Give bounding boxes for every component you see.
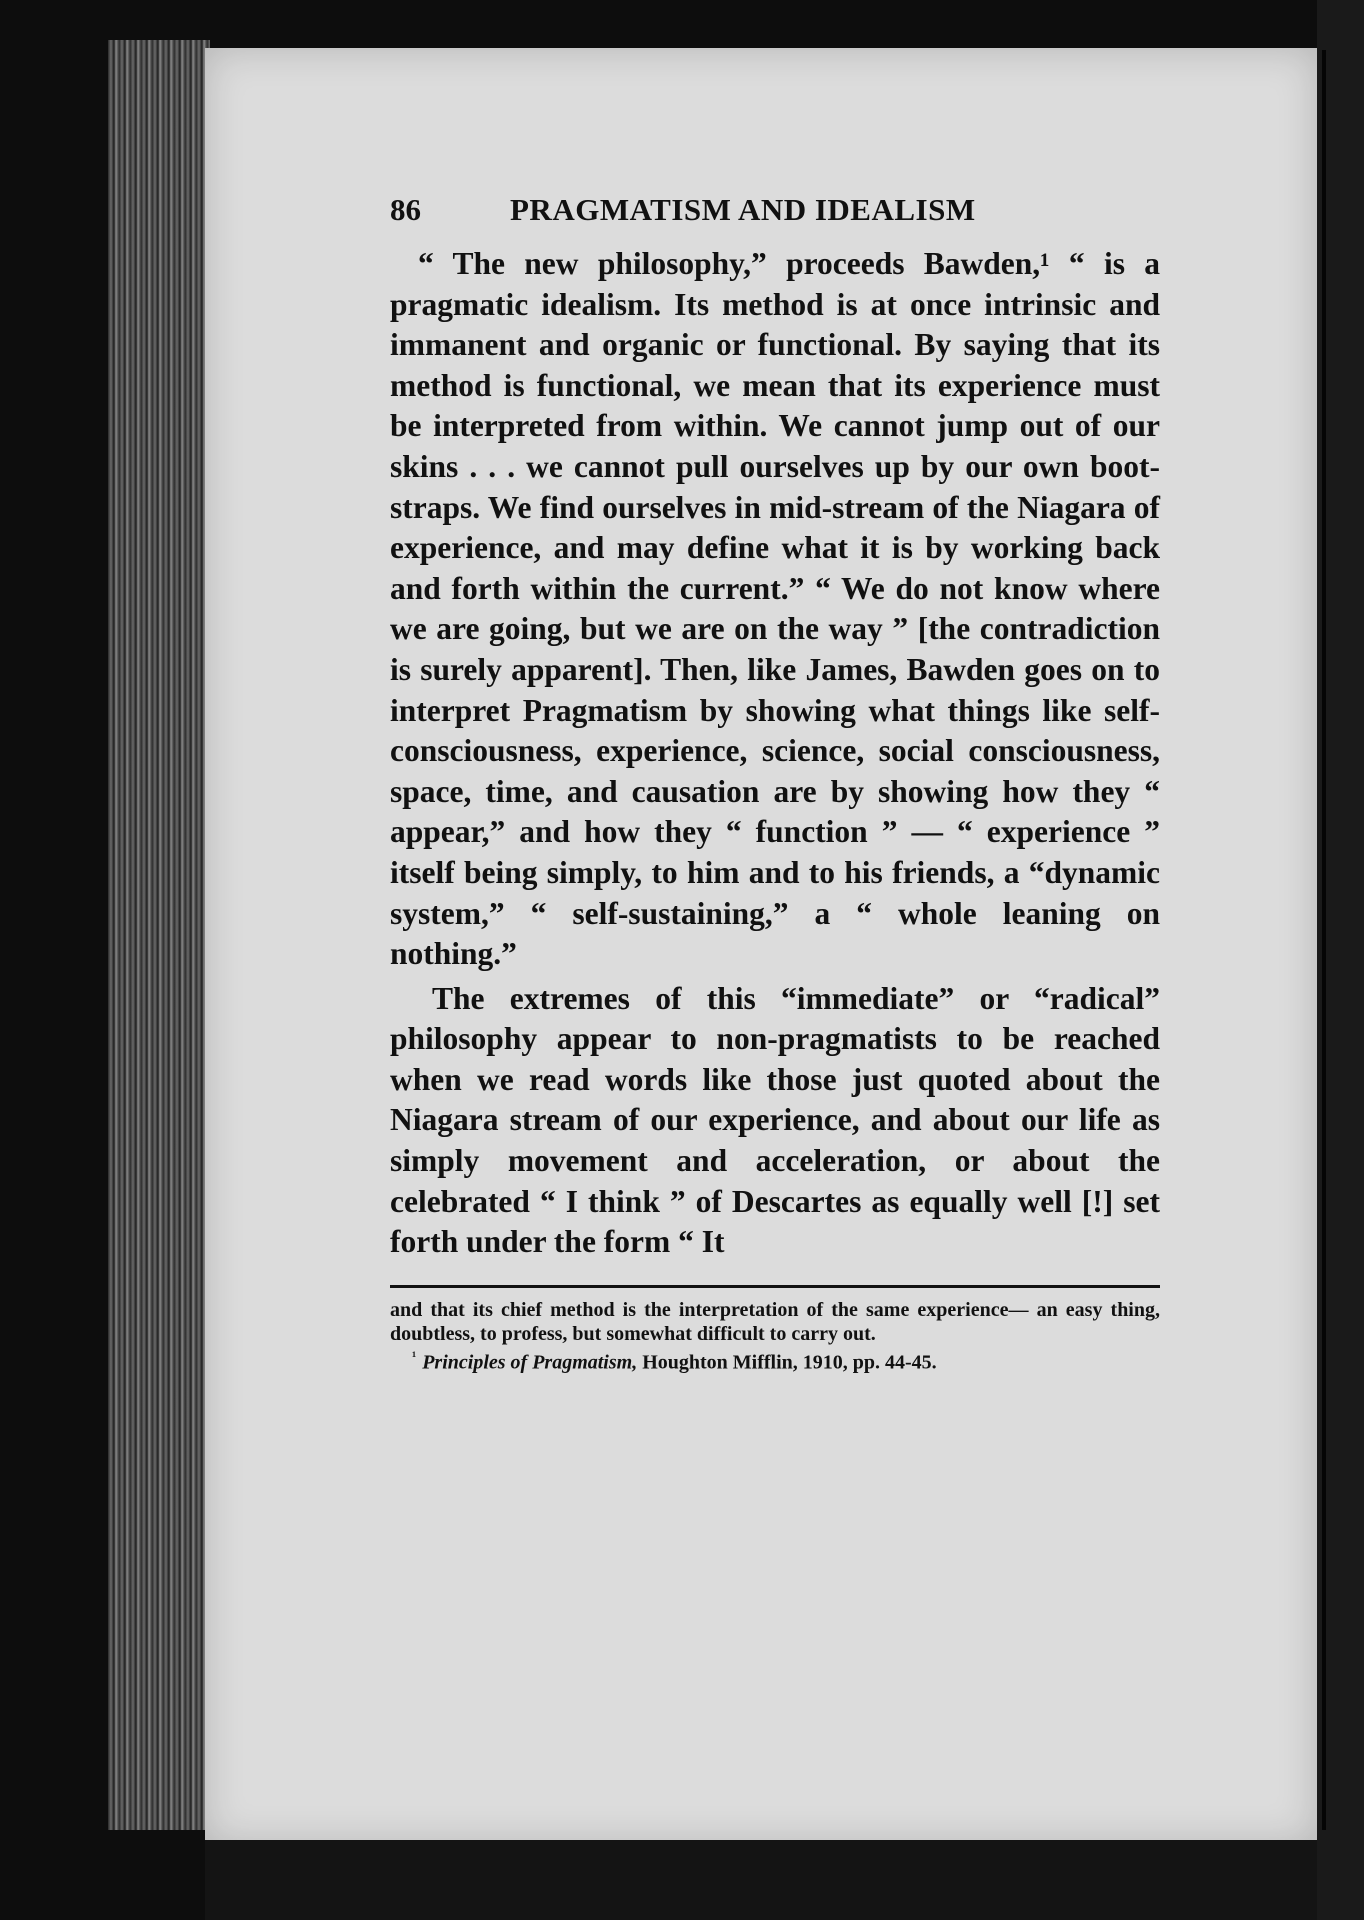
paragraph-bawden-quote: “ The new philosophy,” proceeds Bawden,¹ “ is a pragmatic idealism. Its method is at once intrinsic and immanent and organic or functional. By saying that its method is functional, we mean that its experience must be interpreted from within. We cannot jump out of our skins . . . we cannot pull ourselves up by our own boot-straps. We find ourselves in mid-stream of the Niagara of experience, and may define what it is by working back and forth within the current.” “ We do not know where we are going, but we are on the way ” [the contradiction is surely apparent]. Then, like James, Bawden goes on to interpret Pragmatism by showing what things like self-consciousness, experience, science, social consciousness, space, time, and causation are by showing how they “ appear,” and how they “ function ” — “ experience ” itself being simply, to him and to his friends, a “dynamic system,” “ self-sustaining,” a “ whole leaning on nothing.” <box>390 246 1160 972</box>
paragraph-extremes: The extremes of this “immediate” or “radical” philosophy appear to non-pragmatists to be reached when we read words like those just quoted about the Niagara stream of our experience, and about our life as simply movement and acceleration, or about the celebrated “ I think ” of Descartes as equally well [!] set forth under the form “ It <box>390 980 1160 1260</box>
page-text-block <box>390 192 1160 1375</box>
footnote-continuation: and that its chief method is the interpretation of the same experience— an easy thing, doubtless, to profess, but somewhat difficult to carry out. <box>390 1298 1160 1345</box>
footnote-source-title: Principles of Pragmatism, <box>422 1351 638 1374</box>
page-number: 86 <box>390 192 421 227</box>
footnote-divider <box>390 1285 1160 1288</box>
running-title: PRAGMATISM AND IDEALISM <box>510 192 976 227</box>
gutter-line <box>1322 50 1326 1830</box>
footnote-marker: ¹ <box>412 1349 417 1365</box>
page-bottom-shadow <box>205 1840 1317 1920</box>
footnotes <box>390 1298 1160 1375</box>
book-page-edges <box>108 40 210 1830</box>
footnote-1 <box>390 1346 1160 1375</box>
running-head <box>390 192 1160 242</box>
footnote-source-details: Houghton Mifflin, 1910, pp. 44-45. <box>642 1351 937 1374</box>
